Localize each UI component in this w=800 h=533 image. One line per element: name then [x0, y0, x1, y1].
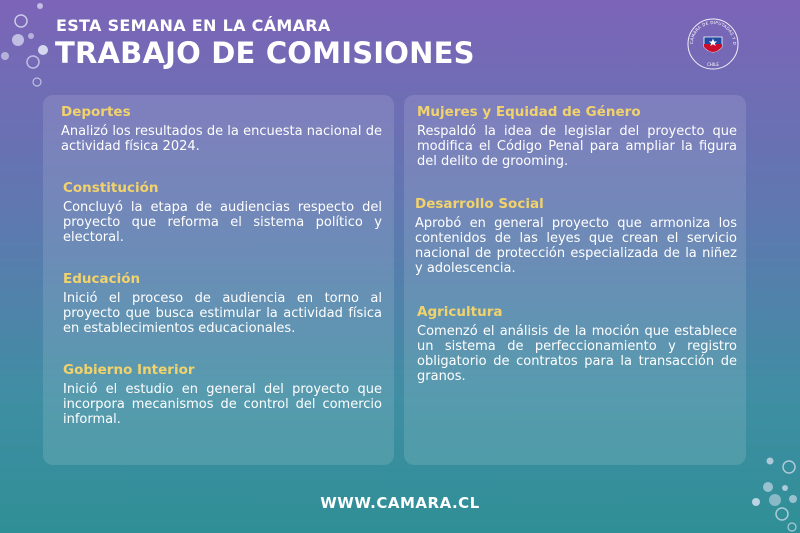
commission-description: Analizó los resultados de la encuesta nacional de actividad física 2024. — [61, 124, 382, 154]
decorative-dots-bottom-right — [745, 445, 800, 533]
page-title: TRABAJO DE COMISIONES — [55, 36, 475, 70]
commission-description: Inició el proceso de audiencia en torno al proyecto que busca estimular la actividad física en establecimientos educacionales. — [63, 291, 382, 336]
commission-deportes — [61, 104, 382, 154]
commission-title: Gobierno Interior — [63, 362, 195, 378]
commission-description: Comenzó el análisis de la moción que establece un sistema de perfeccionamiento y registro obligatorio de contratos para la transacción de granos. — [417, 324, 737, 384]
svg-text:CÁMARA DE DIPUTADAS Y DIPUTADO: CÁMARA DE DIPUTADAS Y D — [688, 19, 738, 46]
footer-website-url[interactable]: WWW.CAMARA.CL — [320, 494, 480, 512]
commission-title: Deportes — [61, 104, 131, 120]
commission-educacion — [63, 271, 382, 336]
commission-title: Constitución — [63, 180, 159, 196]
commission-title: Agricultura — [417, 304, 503, 320]
commission-constitucion — [63, 180, 382, 245]
commission-title: Mujeres y Equidad de Género — [417, 104, 641, 120]
camara-seal-logo — [686, 17, 740, 71]
commission-gobierno-interior — [63, 362, 382, 427]
svg-text:CHILE: CHILE — [707, 62, 719, 67]
commission-description: Aprobó en general proyecto que armoniza los contenidos de las leyes que crean el servicio nacional de protección especializada de la niñez y adolescencia. — [415, 216, 737, 276]
commission-agricultura — [417, 304, 737, 384]
commission-description: Concluyó la etapa de audiencias respecto del proyecto que reforma el sistema político y electoral. — [63, 200, 382, 245]
commission-title: Desarrollo Social — [415, 196, 544, 212]
commission-mujeres-equidad-genero — [417, 104, 737, 169]
commission-description: Respaldó la idea de legislar del proyecto que modifica el Código Penal para ampliar la figura del delito de grooming. — [417, 124, 737, 169]
commission-title: Educación — [63, 271, 141, 287]
header-kicker: ESTA SEMANA EN LA CÁMARA — [56, 16, 331, 35]
commission-description: Inició el estudio en general del proyecto que incorpora mecanismos de control del comercio informal. — [63, 382, 382, 427]
commission-desarrollo-social — [415, 196, 737, 276]
decorative-dots-top-left — [0, 0, 60, 95]
